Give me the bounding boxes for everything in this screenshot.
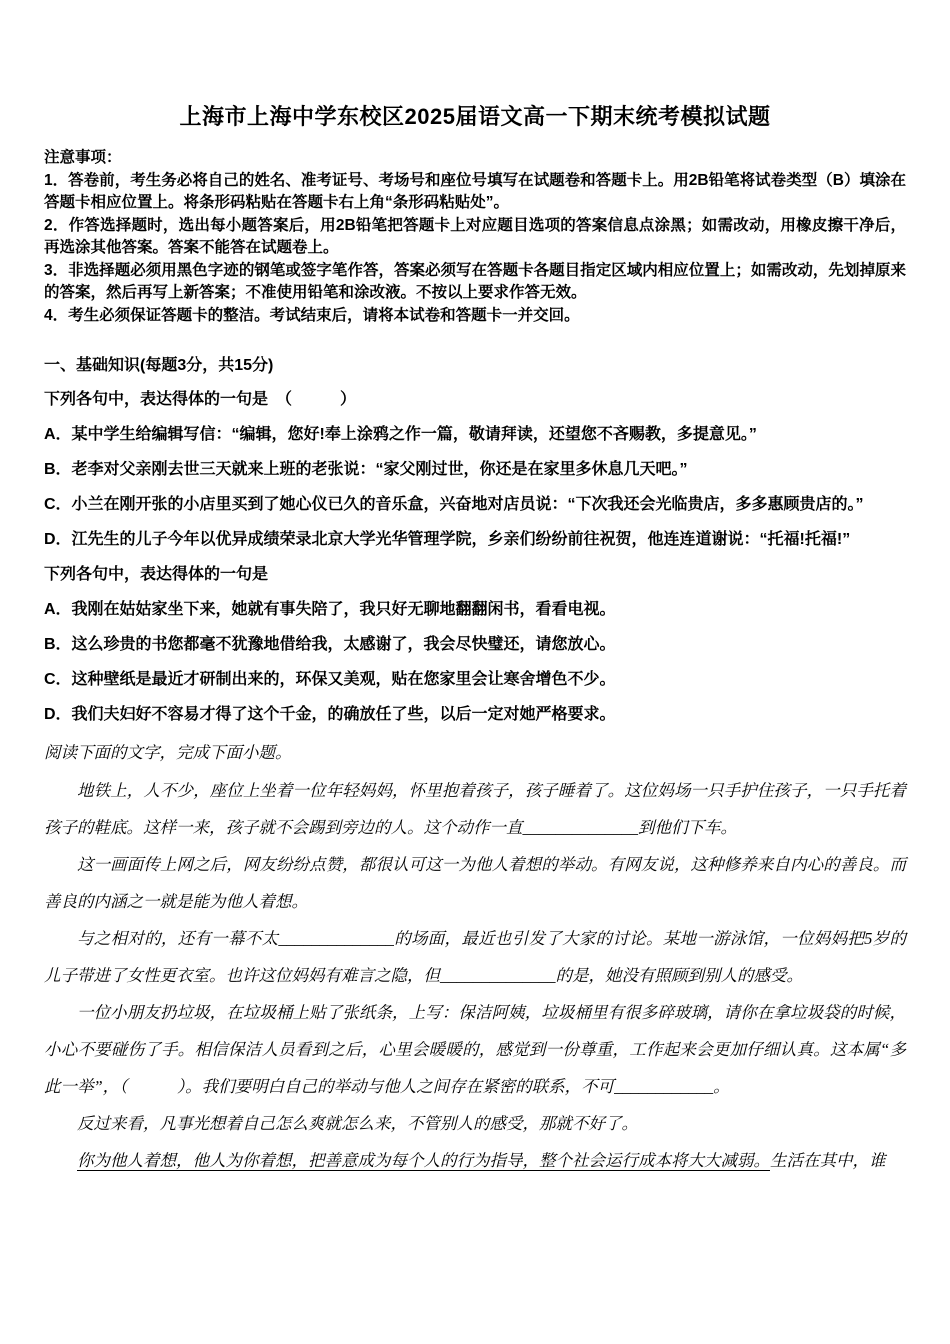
question-1-option-a: A．某中学生给编辑写信：“编辑，您好!奉上涂鸦之作一篇，敬请拜读，还望您不吝赐教，多提意见。” bbox=[44, 426, 757, 443]
question-1-stem: 下列各句中，表达得体的一句是 （ ） bbox=[44, 391, 357, 408]
reading-paragraph-3: 与之相对的，还有一幕不太______________的场面，最近也引发了大家的讨论。某地一游泳馆，一位妈妈把5岁的儿子带进了女性更衣室。也许这位妈妈有难言之隐，但______________的是，她没有照顾到别人的感受。 bbox=[44, 929, 906, 985]
notice-section bbox=[44, 147, 906, 327]
question-2-option-b: B．这么珍贵的书您都毫不犹豫地借给我，太感谢了，我会尽快璧还，请您放心。 bbox=[44, 636, 616, 653]
section-heading: 一、基础知识(每题3分，共15分) bbox=[44, 357, 274, 374]
section-basic-knowledge bbox=[44, 353, 906, 732]
underlined-sentence-tail: 生活在其中，谁 bbox=[770, 1151, 886, 1170]
notice-item-2: 2．作答选择题时，选出每小题答案后，用2B铅笔把答题卡上对应题目选项的答案信息点涂黑；如需改动，用橡皮擦干净后，再选涂其他答案。答案不能答在试题卷上。 bbox=[44, 216, 906, 256]
reading-paragraph-6 bbox=[44, 1142, 906, 1179]
question-1-option-c: C．小兰在刚开张的小店里买到了她心仪已久的音乐盒，兴奋地对店员说：“下次我还会光临贵店，多多惠顾贵店的。” bbox=[44, 496, 864, 513]
notice-item-1: 1．答卷前，考生务必将自己的姓名、准考证号、考场号和座位号填写在试题卷和答题卡上。用2B铅笔将试卷类型（B）填涂在答题卡相应位置上。将条形码粘贴在答题卡右上角“条形码粘贴处”。 bbox=[44, 171, 906, 211]
question-2-option-d: D．我们夫妇好不容易才得了这个千金，的确放任了些，以后一定对她严格要求。 bbox=[44, 706, 616, 723]
reading-paragraph-1: 地铁上，人不少，座位上坐着一位年轻妈妈，怀里抱着孩子，孩子睡着了。这位妈场一只手护住孩子，一只手托着孩子的鞋底。这样一来，孩子就不会踢到旁边的人。这个动作一直______________到他们下车。 bbox=[44, 781, 906, 837]
reading-paragraph-2: 这一画面传上网之后，网友纷纷点赞，都很认可这一为他人着想的举动。有网友说，这种修养来自内心的善良。而善良的内涵之一就是能为他人着想。 bbox=[44, 855, 906, 911]
underlined-sentence: 你为他人着想，他人为你着想，把善意成为每个人的行为指导，整个社会运行成本将大大减弱。 bbox=[77, 1151, 770, 1170]
question-1-option-b: B．老李对父亲刚去世三天就来上班的老张说：“家父刚过世，你还是在家里多休息几天吧。” bbox=[44, 461, 688, 478]
question-2-stem: 下列各句中，表达得体的一句是 bbox=[44, 566, 269, 583]
notice-header: 注意事项： bbox=[44, 149, 122, 166]
notice-item-4: 4．考生必须保证答题卡的整洁。考试结束后，请将本试卷和答题卡一并交回。 bbox=[44, 306, 580, 324]
reading-paragraph-5: 反过来看，凡事光想着自己怎么爽就怎么来，不管别人的感受，那就不好了。 bbox=[77, 1114, 638, 1133]
notice-item-3: 3．非选择题必须用黑色字迹的钢笔或签字笔作答，答案必须写在答题卡各题目指定区域内相应位置上；如需改动，先划掉原来的答案，然后再写上新答案；不准使用铅笔和涂改液。不按以上要求作答无效。 bbox=[44, 261, 906, 301]
reading-passage-section bbox=[44, 738, 906, 1179]
page-title: 上海市上海中学东校区2025届语文高一下期末统考模拟试题 bbox=[179, 104, 771, 129]
reading-paragraph-4: 一位小朋友扔垃圾，在垃圾桶上贴了张纸条，上写：保洁阿姨，垃圾桶里有很多碎玻璃，请你在拿垃圾袋的时候，小心不要碰伤了手。相信保洁人员看到之后，心里会暖暖的，感觉到一份尊重，工作起来会更加仔细认真。这本属“多此一举”，（ ）。我们要明白自己的举动与他人之间存在紧密的联系，不可____________。 bbox=[44, 1003, 906, 1096]
question-1-option-d: D．江先生的儿子今年以优异成绩荣录北京大学光华管理学院，乡亲们纷纷前往祝贺，他连连道谢说：“托福!托福!” bbox=[44, 531, 851, 548]
reading-intro: 阅读下面的文字，完成下面小题。 bbox=[44, 743, 292, 762]
question-2-option-a: A．我刚在姑姑家坐下来，她就有事失陪了，我只好无聊地翻翻闲书，看看电视。 bbox=[44, 601, 616, 618]
question-2-option-c: C．这种壁纸是最近才研制出来的，环保又美观，贴在您家里会让寒舍增色不少。 bbox=[44, 671, 616, 688]
